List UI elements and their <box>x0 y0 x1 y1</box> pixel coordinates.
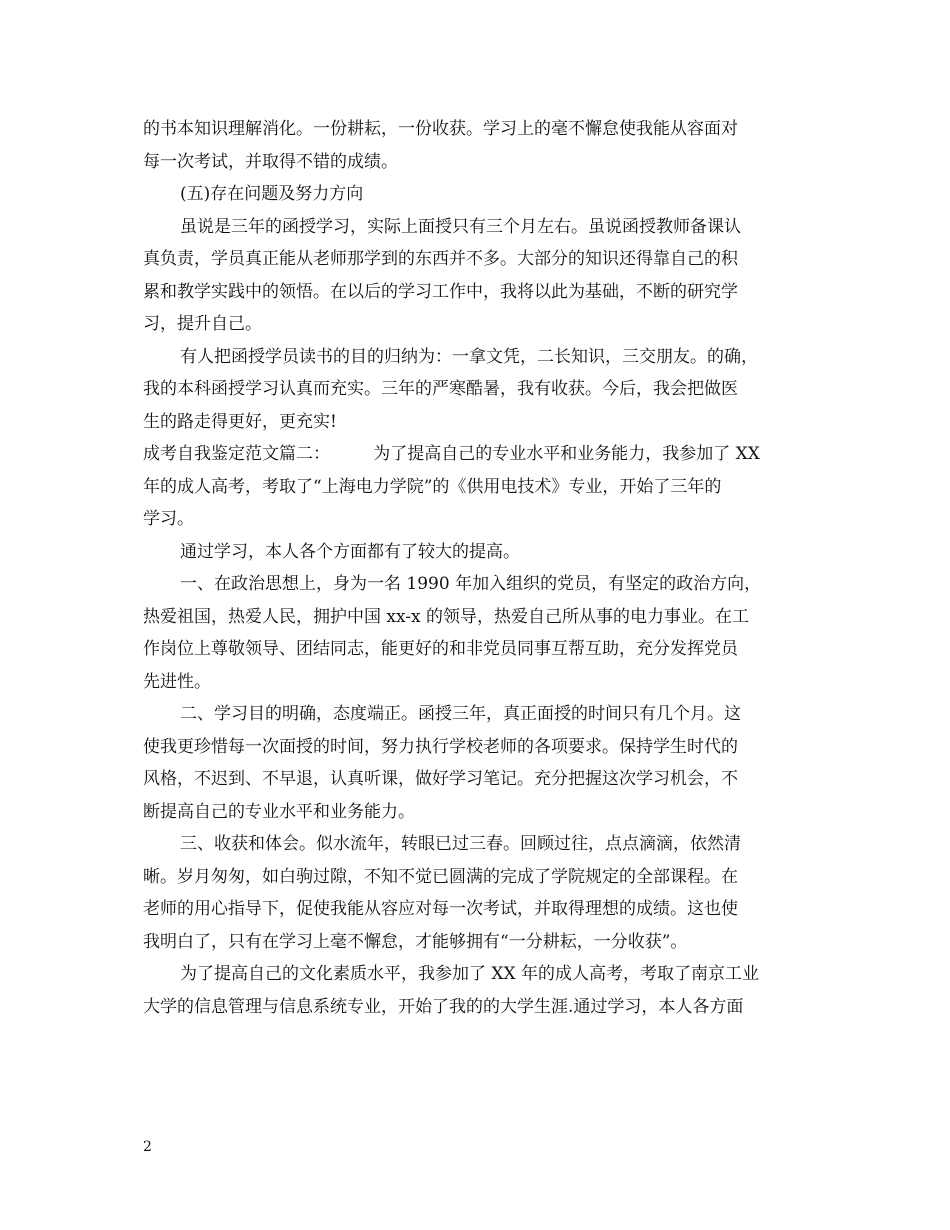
text-line: 通过学习，本人各个方面都有了较大的提高。 <box>180 541 520 562</box>
text-line: 我的本科函授学习认真而充实。三年的严寒酷暑，我有收获。今后，我会把做医 <box>143 379 738 399</box>
text-line: 虽说是三年的函授学习，实际上面授只有三个月左右。虽说函授教师备课认 <box>180 216 741 237</box>
text-line: 为了提高自己的文化素质水平，我参加了 XX 年的成人高考，考取了南京工业 <box>180 964 760 984</box>
text-line: 二、学习目的明确，态度端正。函授三年，真正面授的时间只有几个月。这 <box>180 704 741 724</box>
text-line: 真负责，学员真正能从老师那学到的东西并不多。大部分的知识还得靠自己的积 <box>143 249 738 269</box>
text-line: 风格，不迟到、不早退，认真听课，做好学习笔记。充分把握这次学习机会，不 <box>143 769 738 789</box>
text-line: 晰。岁月匆匆，如白驹过隙，不知不觉已圆满的完成了学院规定的全部课程。在 <box>143 866 738 887</box>
text-line: 使我更珍惜每一次面授的时间，努力执行学校老师的各项要求。保持学生时代的 <box>143 736 738 757</box>
text-line: 每一次考试，并取得不错的成绩。 <box>143 151 398 172</box>
text-line: 作岗位上尊敬领导、团结同志，能更好的和非党员同事互帮互助，充分发挥党员 <box>143 639 738 659</box>
text-line: 我明白了，只有在学习上毫不懈怠，才能够拥有“一分耕耘，一分收获”。 <box>143 931 688 952</box>
text-line: 习，提升自己。 <box>143 314 262 334</box>
text-line: 大学的信息管理与信息系统专业，开始了我的的大学生涯.通过学习，本人各方面 <box>143 996 744 1017</box>
text-line: 三、收获和体会。似水流年，转眼已过三春。回顾过往，点点滴滴，依然清 <box>180 834 741 854</box>
text-line: 年的成人高考，考取了“上海电力学院”的《供用电技术》专业，开始了三年的 <box>143 476 722 497</box>
text-line: 热爱祖国，热爱人民，拥护中国 xx-x 的领导，热爱自己所从事的电力事业。在工 <box>143 606 750 627</box>
text-line: 累和教学实践中的领悟。在以后的学习工作中，我将以此为基础，不断的研究学 <box>143 281 738 302</box>
article-title-line: 成考自我鉴定范文篇二： 为了提高自己的专业水平和业务能力，我参加了 XX <box>143 444 760 464</box>
page-number: 2 <box>143 1139 152 1155</box>
text-line: 的书本知识理解消化。一份耕耘，一份收获。学习上的毫不懈怠使我能从容面对 <box>143 119 738 139</box>
text-line: 有人把函授学员读书的目的归纳为：一拿文凭，二长知识，三交朋友。的确， <box>180 346 758 367</box>
text-line: 一、在政治思想上，身为一名 1990 年加入组织的党员，有坚定的政治方向， <box>180 574 762 594</box>
document-body <box>143 113 819 1023</box>
text-line: 先进性。 <box>143 671 211 692</box>
text-line: 生的路走得更好，更充实! <box>143 411 337 432</box>
section-heading: (五)存在问题及努力方向 <box>180 184 364 204</box>
text-line: 断提高自己的专业水平和业务能力。 <box>143 801 415 822</box>
text-line: 老师的用心指导下，促使我能从容应对每一次考试，并取得理想的成绩。这也使 <box>143 899 738 919</box>
text-line: 学习。 <box>143 509 194 529</box>
